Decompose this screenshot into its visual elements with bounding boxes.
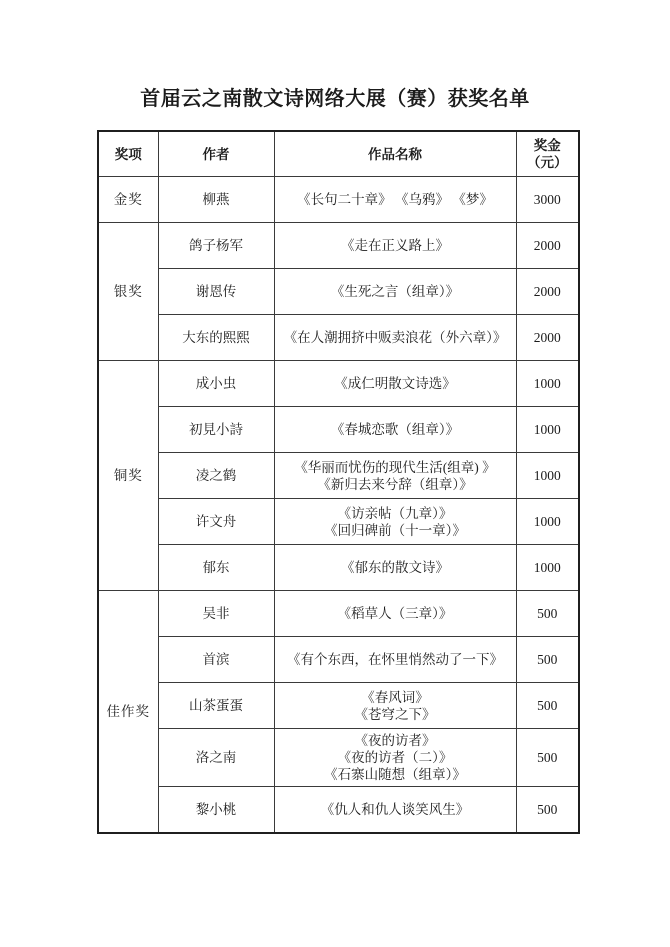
- work-title: 《春城恋歌（组章）》: [330, 422, 460, 437]
- prize-cell: 1000: [516, 453, 579, 499]
- author-cell: 初見小詩: [158, 407, 274, 453]
- author-cell: 洛之南: [158, 729, 274, 787]
- work-title: 《访亲帖（九章）》: [337, 505, 453, 521]
- works-cell: [274, 361, 516, 407]
- work-title: 《夜的访者（二）》: [337, 750, 453, 765]
- table-row: [98, 361, 579, 407]
- prize-cell: 500: [516, 787, 579, 834]
- author-cell: 大东的熙熙: [158, 315, 274, 361]
- works-cell: [274, 315, 516, 361]
- awards-table: [97, 130, 580, 834]
- table-row: [98, 637, 579, 683]
- table-row: [98, 591, 579, 637]
- works-cell: [274, 407, 516, 453]
- award-cell: 银奖: [98, 223, 158, 361]
- prize-cell: 3000: [516, 177, 579, 223]
- award-cell: 佳作奖: [98, 591, 158, 834]
- work-title: 《苍穹之下》: [354, 706, 436, 722]
- works-cell: [274, 177, 516, 223]
- work-title: 《回归碑前（十一章）》: [324, 522, 466, 538]
- works-cell: [274, 683, 516, 729]
- table-row: [98, 407, 579, 453]
- table-row: [98, 499, 579, 545]
- column-header-work: 作品名称: [274, 131, 516, 177]
- works-cell: [274, 499, 516, 545]
- prize-cell: 2000: [516, 269, 579, 315]
- works-cell: [274, 591, 516, 637]
- author-cell: 许文舟: [158, 499, 274, 545]
- prize-cell: 1000: [516, 545, 579, 591]
- prize-header-line2: （元）: [527, 155, 568, 170]
- works-cell: [274, 269, 516, 315]
- author-cell: 首滨: [158, 637, 274, 683]
- work-title: 《在人潮拥挤中贩卖浪花（外六章）》: [283, 330, 507, 345]
- author-cell: 吴非: [158, 591, 274, 637]
- work-title: 《有个东西，在怀里悄然动了一下》: [287, 652, 503, 667]
- author-cell: 谢恩传: [158, 269, 274, 315]
- works-cell: [274, 637, 516, 683]
- works-cell: [274, 453, 516, 499]
- work-title: 《生死之言（组章）》: [330, 284, 460, 299]
- author-cell: 郁东: [158, 545, 274, 591]
- table-row: [98, 315, 579, 361]
- page-title: 首届云之南散文诗网络大展（赛）获奖名单: [140, 88, 530, 110]
- author-cell: 鸽子杨军: [158, 223, 274, 269]
- prize-cell: 2000: [516, 315, 579, 361]
- table-row: [98, 729, 579, 787]
- author-cell: 山茶蛋蛋: [158, 683, 274, 729]
- prize-cell: 1000: [516, 407, 579, 453]
- works-cell: [274, 787, 516, 834]
- table-row: [98, 683, 579, 729]
- work-title: 《仇人和仇人谈笑风生》: [320, 802, 470, 817]
- column-header-prize: [516, 131, 579, 177]
- table-row: [98, 453, 579, 499]
- prize-header-line1: 奖金: [533, 138, 561, 153]
- work-title: 《成仁明散文诗选》: [334, 376, 456, 391]
- table-row: [98, 177, 579, 223]
- column-header-award: 奖项: [98, 131, 158, 177]
- work-title: 《稻草人（三章）》: [337, 606, 453, 621]
- author-cell: 黎小桃: [158, 787, 274, 834]
- prize-cell: 2000: [516, 223, 579, 269]
- work-title: 《走在正义路上》: [341, 238, 449, 253]
- works-cell: [274, 729, 516, 787]
- work-title: 《夜的访者》: [354, 733, 436, 748]
- table-row: [98, 269, 579, 315]
- awards-table-body: [98, 177, 579, 834]
- table-row: [98, 787, 579, 834]
- work-title: 《石寨山随想（组章）》: [324, 767, 466, 782]
- award-cell: 金奖: [98, 177, 158, 223]
- award-cell: 铜奖: [98, 361, 158, 591]
- prize-cell: 1000: [516, 361, 579, 407]
- header-row: [98, 131, 579, 177]
- prize-cell: 1000: [516, 499, 579, 545]
- table-row: [98, 545, 579, 591]
- works-cell: [274, 545, 516, 591]
- prize-cell: 500: [516, 591, 579, 637]
- author-cell: 凌之鹤: [158, 453, 274, 499]
- works-cell: [274, 223, 516, 269]
- table-row: [98, 223, 579, 269]
- work-title: 《郁东的散文诗》: [341, 560, 449, 575]
- author-cell: 成小虫: [158, 361, 274, 407]
- work-title: 《华丽而忧伤的现代生活(组章) 》: [294, 459, 496, 475]
- work-title: 《新归去来兮辞（组章）》: [317, 476, 473, 492]
- prize-cell: 500: [516, 729, 579, 787]
- work-title: 《春风词》: [361, 689, 429, 705]
- column-header-author: 作者: [158, 131, 274, 177]
- author-cell: 柳燕: [158, 177, 274, 223]
- prize-cell: 500: [516, 637, 579, 683]
- prize-cell: 500: [516, 683, 579, 729]
- work-title: 《长句二十章》 《乌鸦》 《梦》: [297, 192, 493, 207]
